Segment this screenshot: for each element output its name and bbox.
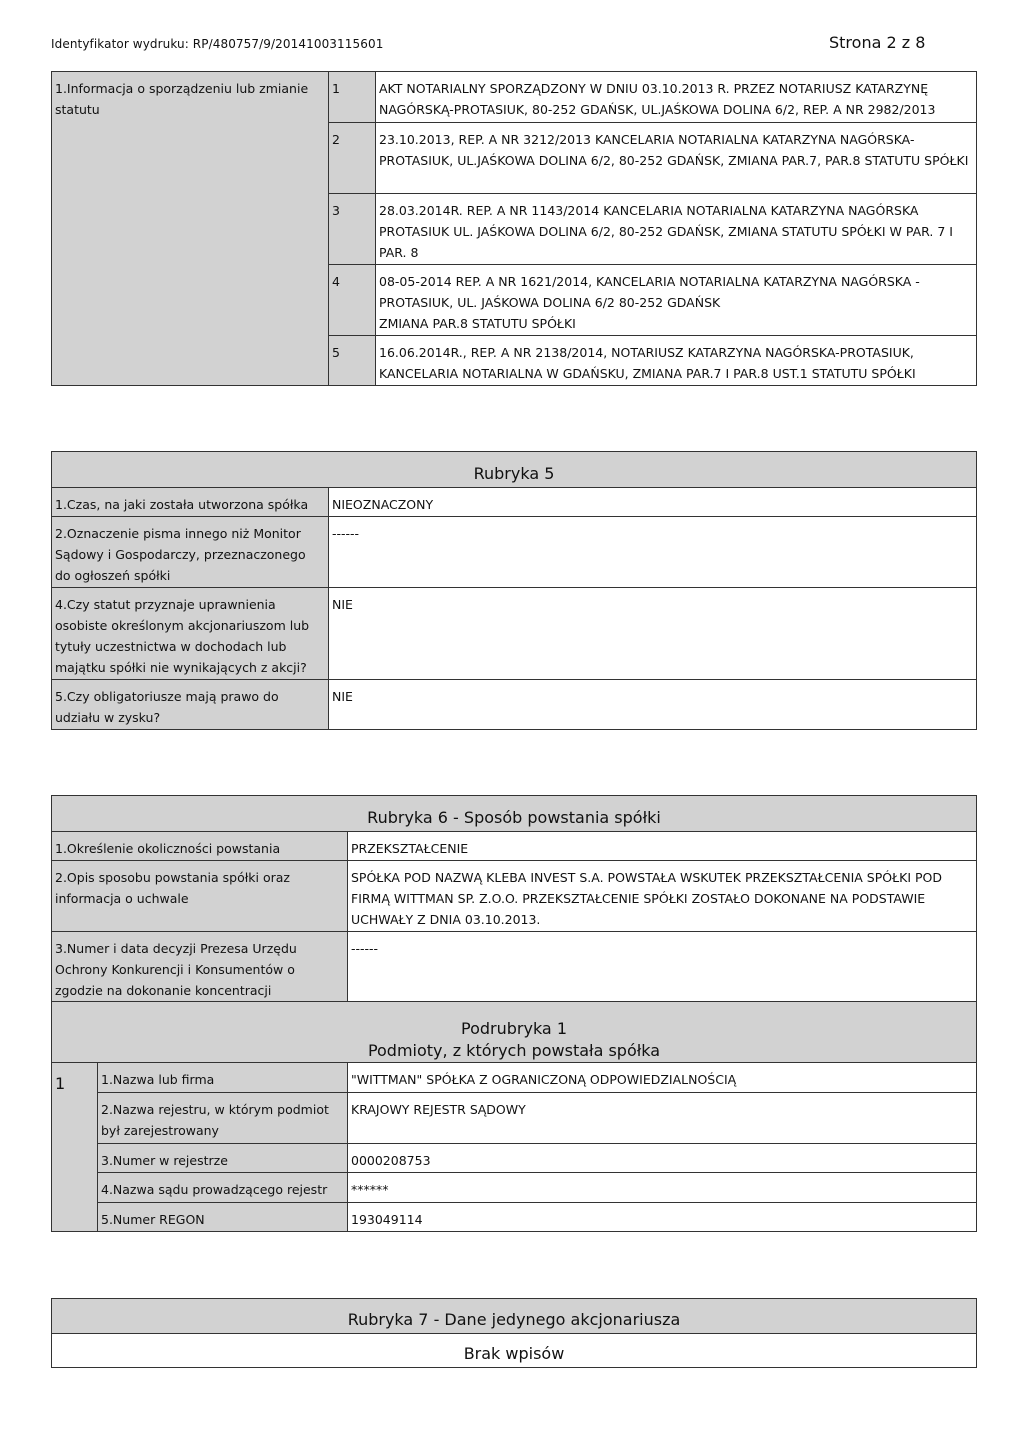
field-value: NIEOZNACZONY — [329, 488, 977, 517]
statut-entry-no: 1 — [329, 72, 376, 123]
rubryka6-title: Rubryka 6 - Sposób powstania spółki — [52, 796, 977, 832]
rubryka7-table — [51, 1298, 977, 1368]
field-value: KRAJOWY REJESTR SĄDOWY — [348, 1093, 977, 1144]
statut-table — [51, 71, 977, 386]
statut-entry-no: 3 — [329, 194, 376, 265]
field-label: 1.Określenie okoliczności powstania — [52, 832, 348, 861]
page-number: Strona 2 z 8 — [829, 33, 926, 52]
statut-entry-no: 2 — [329, 123, 376, 194]
field-value: NIE — [329, 588, 977, 680]
field-value: NIE — [329, 680, 977, 730]
field-value: ****** — [348, 1173, 977, 1203]
field-label: 1.Nazwa lub firma — [98, 1063, 348, 1093]
field-value: PRZEKSZTAŁCENIE — [348, 832, 977, 861]
field-value: 0000208753 — [348, 1144, 977, 1173]
statut-entry-text: AKT NOTARIALNY SPORZĄDZONY W DNIU 03.10.2013 R. PRZEZ NOTARIUSZ KATARZYNĘ NAGÓRSKĄ-PROTASIUK, 80-252 GDAŃSK, UL.JAŚKOWA DOLINA 6/2, REP. A NR 2982/2013 — [376, 72, 977, 123]
field-label: 1.Czas, na jaki została utworzona spółka — [52, 488, 329, 517]
statut-entry-line: 08-05-2014 REP. A NR 1621/2014, KANCELARIA NOTARIALNA KATARZYNA NAGÓRSKA - PROTASIUK, UL. JAŚKOWA DOLINA 6/2 80-252 GDAŃSK — [379, 274, 920, 310]
entry-number: 1 — [52, 1063, 98, 1232]
statut-entry-no: 4 — [329, 265, 376, 336]
statut-entry-text: 23.10.2013, REP. A NR 3212/2013 KANCELARIA NOTARIALNA KATARZYNA NAGÓRSKA-PROTASIUK, UL.JAŚKOWA DOLINA 6/2, 80-252 GDAŃSK, ZMIANA PAR.7, PAR.8 STATUTU SPÓŁKI — [376, 123, 977, 194]
field-value: "WITTMAN" SPÓŁKA Z OGRANICZONĄ ODPOWIEDZIALNOŚCIĄ — [348, 1063, 977, 1093]
rubryka5-table — [51, 451, 977, 730]
field-value: ------ — [348, 932, 977, 1002]
field-label: 3.Numer i data decyzji Prezesa Urzędu Ochrony Konkurencji i Konsumentów o zgodzie na dokonanie koncentracji — [52, 932, 348, 1002]
statut-entry-line: ZMIANA PAR.8 STATUTU SPÓŁKI — [379, 316, 576, 331]
print-identifier: Identyfikator wydruku: RP/480757/9/20141003115601 — [51, 37, 384, 51]
podrubryka-title-line: Podrubryka 1 — [461, 1019, 567, 1038]
field-label: 2.Nazwa rejestru, w którym podmiot był zarejestrowany — [98, 1093, 348, 1144]
field-label: 2.Oznaczenie pisma innego niż Monitor Sądowy i Gospodarczy, przeznaczonego do ogłoszeń spółki — [52, 517, 329, 588]
rubryka7-title: Rubryka 7 - Dane jedynego akcjonariusza — [52, 1299, 977, 1334]
field-label: 2.Opis sposobu powstania spółki oraz informacja o uchwale — [52, 861, 348, 932]
statut-entry-text: 16.06.2014R., REP. A NR 2138/2014, NOTARIUSZ KATARZYNA NAGÓRSKA-PROTASIUK, KANCELARIA NOTARIALNA W GDAŃSKU, ZMIANA PAR.7 I PAR.8 UST.1 STATUTU SPÓŁKI — [376, 336, 977, 386]
podrubryka-title-line: Podmioty, z których powstała spółka — [367, 1041, 661, 1060]
podrubryka-title — [52, 1002, 977, 1063]
statut-label: 1.Informacja o sporządzeniu lub zmianie statutu — [52, 72, 329, 386]
statut-entry-text — [376, 265, 977, 336]
field-value: SPÓŁKA POD NAZWĄ KLEBA INVEST S.A. POWSTAŁA WSKUTEK PRZEKSZTAŁCENIA SPÓŁKI POD FIRMĄ WITTMAN SP. Z.O.O. PRZEKSZTAŁCENIE SPÓŁKI ZOSTAŁO DOKONANE NA PODSTAWIE UCHWAŁY Z DNIA 03.10.2013. — [348, 861, 977, 932]
field-label: 3.Numer w rejestrze — [98, 1144, 348, 1173]
field-label: 5.Czy obligatoriusze mają prawo do udziału w zysku? — [52, 680, 329, 730]
empty-entries-text: Brak wpisów — [52, 1334, 977, 1368]
rubryka6-table — [51, 795, 977, 1232]
field-value: 193049114 — [348, 1203, 977, 1232]
statut-entry-no: 5 — [329, 336, 376, 386]
rubryka5-title: Rubryka 5 — [52, 452, 977, 488]
field-label: 4.Nazwa sądu prowadzącego rejestr — [98, 1173, 348, 1203]
field-value: ------ — [329, 517, 977, 588]
statut-entry-text: 28.03.2014R. REP. A NR 1143/2014 KANCELARIA NOTARIALNA KATARZYNA NAGÓRSKA PROTASIUK UL. JAŚKOWA DOLINA 6/2, 80-252 GDAŃSK, ZMIANA STATUTU SPÓŁKI W PAR. 7 I PAR. 8 — [376, 194, 977, 265]
field-label: 4.Czy statut przyznaje uprawnienia osobiste określonym akcjonariuszom lub tytuły uczestnictwa w dochodach lub majątku spółki nie wynikających z akcji? — [52, 588, 329, 680]
field-label: 5.Numer REGON — [98, 1203, 348, 1232]
